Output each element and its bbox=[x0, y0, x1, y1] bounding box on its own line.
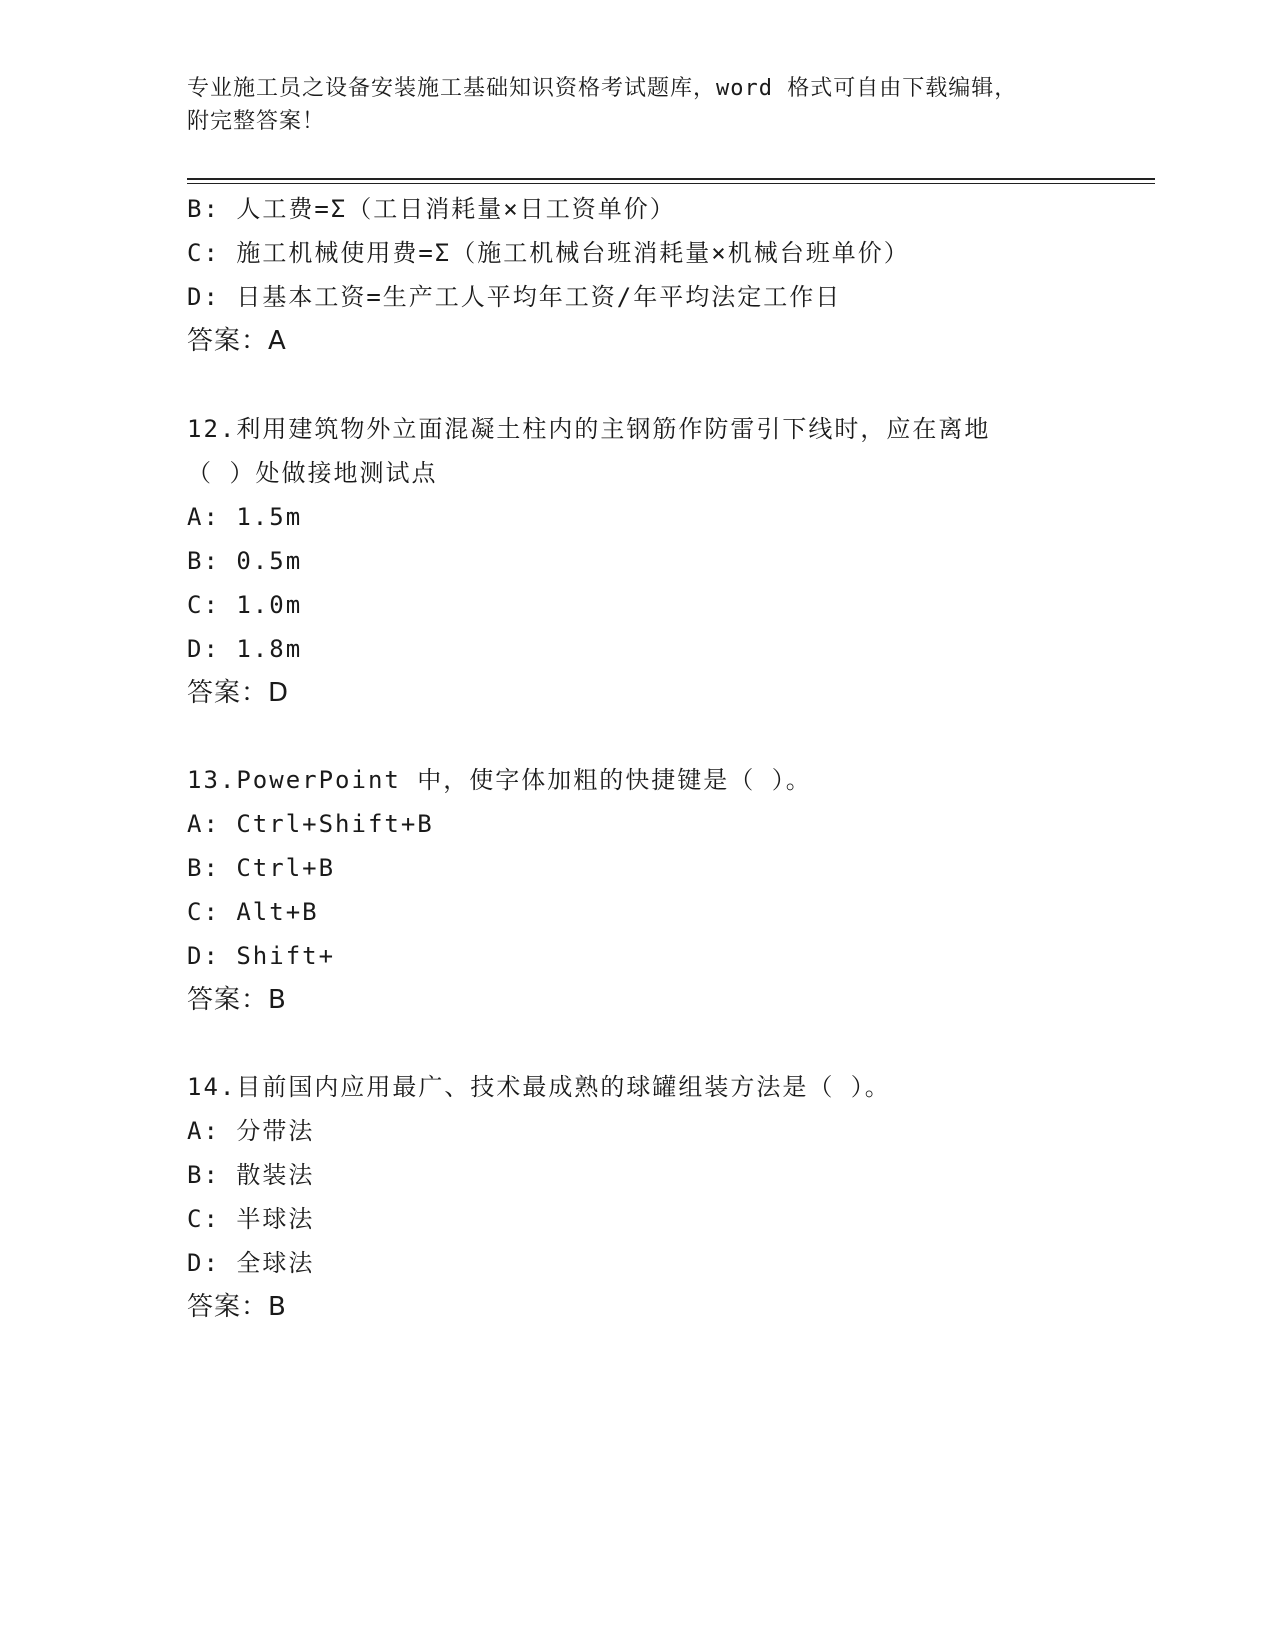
q13-option-d: D: Shift+ bbox=[187, 942, 336, 970]
q14-answer: 答案：B bbox=[187, 1292, 287, 1322]
q11-option-b: B: 人工费=Σ（工日消耗量×日工资单价） bbox=[187, 195, 676, 223]
header-divider-thin bbox=[187, 183, 1155, 184]
q14-option-a: A: 分带法 bbox=[187, 1117, 315, 1145]
header-line-1: 专业施工员之设备安装施工基础知识资格考试题库，word 格式可自由下载编辑， bbox=[187, 76, 1018, 101]
q12-stem-line-1: 12.利用建筑物外立面混凝土柱内的主钢筋作防雷引下线时，应在离地 bbox=[187, 415, 991, 443]
q13-option-b: B: Ctrl+B bbox=[187, 854, 336, 882]
q14-option-c: C: 半球法 bbox=[187, 1205, 315, 1233]
q11-answer: 答案：A bbox=[187, 326, 287, 356]
q12-option-d: D: 1.8m bbox=[187, 635, 303, 663]
document-header bbox=[187, 72, 1087, 138]
q11-option-c: C: 施工机械使用费=Σ（施工机械台班消耗量×机械台班单价） bbox=[187, 239, 910, 267]
q14-option-d: D: 全球法 bbox=[187, 1249, 315, 1277]
q13-option-a: A: Ctrl+Shift+B bbox=[187, 810, 434, 838]
header-line-2: 附完整答案！ bbox=[187, 109, 326, 134]
q12-option-b: B: 0.5m bbox=[187, 547, 303, 575]
q12-answer: 答案：D bbox=[187, 678, 290, 708]
header-divider-thick bbox=[187, 178, 1155, 180]
q14-option-b: B: 散装法 bbox=[187, 1161, 315, 1189]
q13-option-c: C: Alt+B bbox=[187, 898, 319, 926]
q12-option-c: C: 1.0m bbox=[187, 591, 303, 619]
q14-stem: 14.目前国内应用最广、技术最成熟的球罐组装方法是（ ）。 bbox=[187, 1073, 891, 1101]
q13-stem: 13.PowerPoint 中，使字体加粗的快捷键是（ ）。 bbox=[187, 766, 812, 794]
q13-answer: 答案：B bbox=[187, 985, 287, 1015]
q12-option-a: A: 1.5m bbox=[187, 503, 303, 531]
q11-option-d: D: 日基本工资=生产工人平均年工资/年平均法定工作日 bbox=[187, 283, 842, 311]
q12-stem-line-2: （ ）处做接地测试点 bbox=[187, 459, 438, 487]
